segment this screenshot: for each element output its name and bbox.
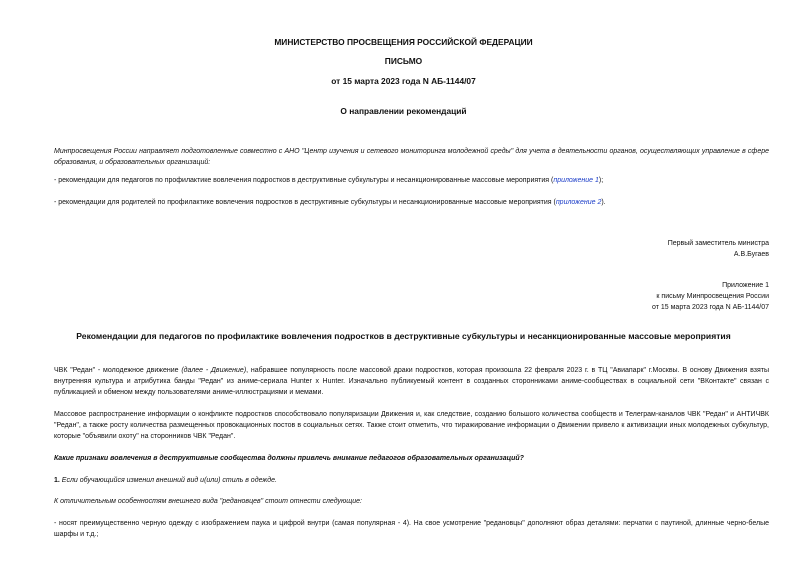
signature-position: Первый заместитель министра bbox=[667, 240, 769, 247]
document-subject: О направлении рекомендаций bbox=[340, 106, 467, 116]
point-1 bbox=[54, 475, 769, 486]
annex-date: от 15 марта 2023 года N АБ-1144/07 bbox=[652, 304, 769, 311]
question-paragraph: Какие признаки вовлечения в деструктивные сообщества должны привлечь внимание педагогов образовательных организаций? bbox=[54, 455, 524, 462]
paragraph-1 bbox=[54, 365, 769, 398]
feature-1: - носят преимущественно черную одежду с изображением паука и цифрой внутри (самая популярная - 4). На свое усмотрение "редановцы" дополняют образ деталями: перчатки с паутиной, длинные черно-белые шарфы и т.д.; bbox=[54, 520, 769, 538]
list-item bbox=[54, 175, 769, 186]
signature-name: А.В.Бугаев bbox=[733, 251, 769, 258]
intro-paragraph: Минпросвещения России направляет подготовленные совместно с АНО "Центр изучения и сетевого мониторинга молодежной среды" для учета в деятельности органов, осуществляющих управление в сфере образования, и образовательных организаций: bbox=[54, 148, 769, 166]
ministry-heading: МИНИСТЕРСТВО ПРОСВЕЩЕНИЯ РОССИЙСКОЙ ФЕДЕРАЦИИ bbox=[274, 37, 533, 47]
annex-reference: к письму Минпросвещения России bbox=[656, 293, 769, 300]
item-text-end: ). bbox=[601, 199, 606, 206]
document-date: от 15 марта 2023 года N АБ-1144/07 bbox=[331, 76, 476, 86]
annex-2-link[interactable]: приложение 2 bbox=[555, 199, 602, 206]
annex-label: Приложение 1 bbox=[722, 282, 769, 289]
p1-rest: , набравшее популярность после массовой драки подростков, которая произошла 22 февраля 2023 г. в ТЦ "Авиапарк" г.Москвы. В основу Движения взяты внутренняя культура и атрибутика банды "Редан" из аниме-сериала Hunter x Hunter. Изначально публикуемый контент в созданных сторонниками аниме-сообществах в социальной сети "ВКонтакте" связан с публикацией и обменом между пользователями аниме-иллюстрациями и мемами. bbox=[54, 367, 769, 396]
features-intro: К отличительным особенностям внешнего вида "редановцев" стоит отнести следующие: bbox=[54, 498, 362, 505]
item-text: - рекомендации для педагогов по профилактике вовлечения подростков в деструктивные субкультуры и несанкционированные массовые мероприятия ( bbox=[54, 177, 554, 184]
annex-1-link[interactable]: приложение 1 bbox=[553, 177, 599, 184]
recommendations-title: Рекомендации для педагогов по профилактике вовлечения подростков в деструктивные субкультуры и несанкционированные массовые мероприятия bbox=[76, 331, 731, 341]
paragraph-2: Массовое распространение информации о конфликте подростков способствовало популяризации Движения и, как следствие, созданию большого количества сообществ и Телеграм-каналов ЧВК "Редан" и АНТИЧВК "Редан", а также росту количества размещенных провокационных постов в социальных сетях. Также стоит отметить, что тиражирование информации о Движении привело к активизации иных молодежных субкультур, которые "объявили охоту" на сторонников ЧВК "Редан". bbox=[54, 411, 769, 440]
p1-italic: (далее - Движение) bbox=[181, 367, 247, 374]
list-item bbox=[54, 197, 769, 208]
p1-start: ЧВК "Редан" - молодежное движение bbox=[54, 367, 182, 374]
item-text: - рекомендации для родителей по профилактике вовлечения подростков в деструктивные субкультуры и несанкционированные массовые мероприятия ( bbox=[54, 199, 556, 206]
item-text-end: ); bbox=[598, 177, 604, 184]
point-1-number: 1. bbox=[54, 477, 60, 484]
document-type: ПИСЬМО bbox=[384, 56, 423, 66]
point-1-text: Если обучающийся изменил внешний вид и(или) стиль в одежде. bbox=[59, 477, 277, 484]
